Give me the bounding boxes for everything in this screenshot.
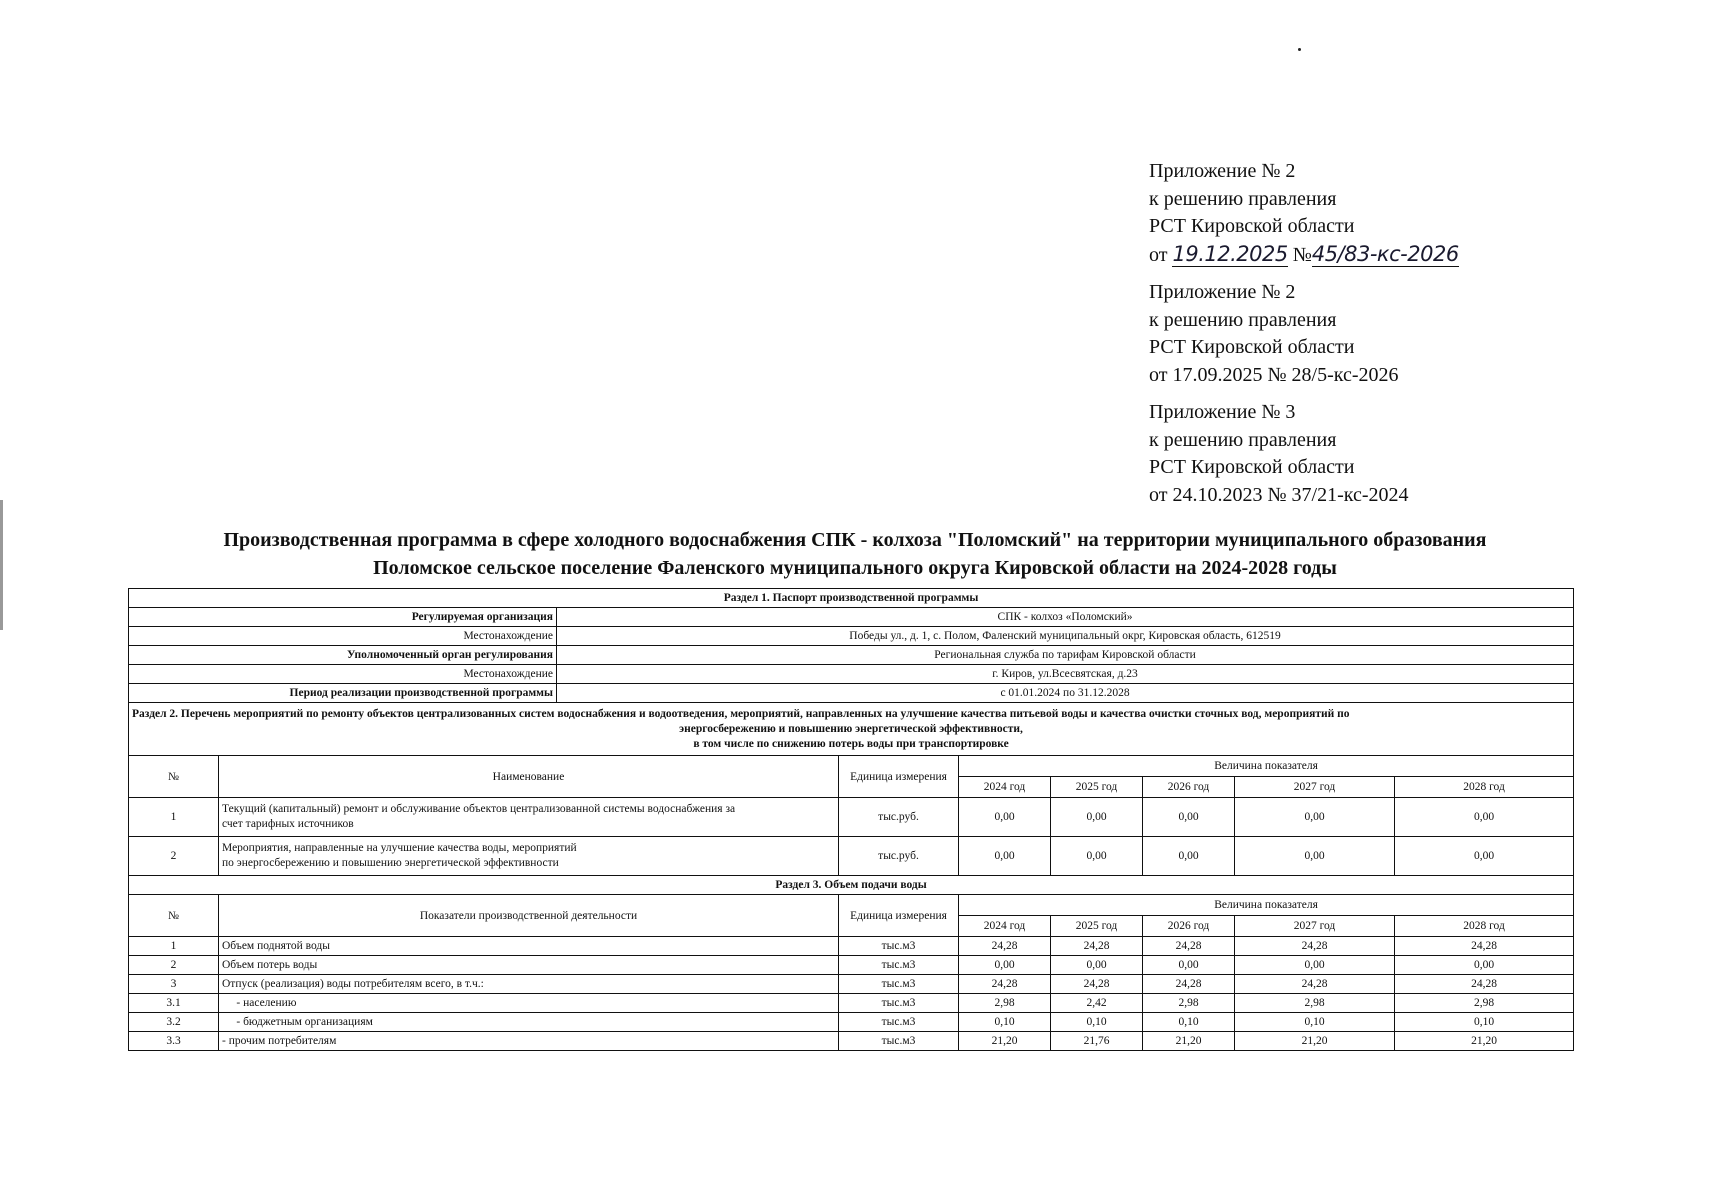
appendix-block xyxy=(1149,158,1669,519)
section2-col-name: Наименование xyxy=(219,756,839,798)
document-title xyxy=(150,526,1560,582)
section2-col-no: № xyxy=(129,756,219,798)
program-table xyxy=(128,588,1574,1051)
section1-label: Местонахождение xyxy=(129,627,557,646)
row-name xyxy=(219,798,839,837)
row-value: 24,28 xyxy=(1395,937,1574,956)
row-value: 24,28 xyxy=(1235,975,1395,994)
appendix-2-line2: к решению правления xyxy=(1149,308,1337,331)
section3-year: 2025 год xyxy=(1051,916,1143,937)
row-no: 3.2 xyxy=(129,1013,219,1032)
row-no: 3 xyxy=(129,975,219,994)
appendix-1-line1: Приложение № 2 xyxy=(1149,160,1296,182)
appendix-1 xyxy=(1149,158,1669,269)
appendix-3-line1: Приложение № 3 xyxy=(1149,401,1296,423)
section2-heading-line1: Раздел 2. Перечень мероприятий по ремонту объектов централизованных систем водоснабжения и водоотведения, мероприятий, направленных на улучшение качества питьевой воды и качества очистки сточных вод, мероприятий по xyxy=(132,707,1350,720)
section1-label: Период реализации производственной программы xyxy=(129,684,557,703)
table-row xyxy=(129,1032,1574,1051)
row-value: 0,00 xyxy=(1143,798,1235,837)
row-value: 0,10 xyxy=(959,1013,1051,1032)
row-value: 24,28 xyxy=(1235,937,1395,956)
row-name: - прочим потребителям xyxy=(219,1032,839,1051)
section2-year: 2028 год xyxy=(1395,777,1574,798)
section1-label: Местонахождение xyxy=(129,665,557,684)
row-value: 0,00 xyxy=(1051,837,1143,876)
row-value: 0,00 xyxy=(1395,956,1574,975)
row-value: 0,00 xyxy=(1395,837,1574,876)
appendix-2 xyxy=(1149,279,1669,389)
row-unit: тыс.м3 xyxy=(839,975,959,994)
appendix-1-handwritten-number: 45/83-кс-2026 xyxy=(1311,241,1459,266)
row-name: - населению xyxy=(219,994,839,1013)
row-value: 0,00 xyxy=(1051,956,1143,975)
appendix-1-line3: РСТ Кировской области xyxy=(1149,215,1355,237)
row-no: 3.1 xyxy=(129,994,219,1013)
row-value: 0,00 xyxy=(1143,956,1235,975)
row-unit: тыс.м3 xyxy=(839,956,959,975)
row-name: - бюджетным организациям xyxy=(219,1013,839,1032)
section2-year: 2024 год xyxy=(959,777,1051,798)
section1-label: Регулируемая организация xyxy=(129,608,557,627)
row-value: 2,98 xyxy=(959,994,1051,1013)
row-value: 24,28 xyxy=(1395,975,1574,994)
section1-row xyxy=(129,684,1574,703)
section3-year: 2024 год xyxy=(959,916,1051,937)
section3-col-unit: Единица измерения xyxy=(839,895,959,937)
row-unit: тыс.м3 xyxy=(839,937,959,956)
scan-edge-mark xyxy=(0,500,3,630)
section1-row xyxy=(129,665,1574,684)
section2-heading-line2: энергосбережению и повышению энергетической эффективности, xyxy=(679,722,1023,735)
appendix-3-line2: к решению правления xyxy=(1149,428,1337,451)
row-value: 24,28 xyxy=(1051,975,1143,994)
section1-value: г. Киров, ул.Всесвятская, д.23 xyxy=(557,665,1574,684)
section1-value: Победы ул., д. 1, с. Полом, Фаленский муниципальный окрг, Кировская область, 612519 xyxy=(557,627,1574,646)
section1-row xyxy=(129,646,1574,665)
row-value: 2,42 xyxy=(1051,994,1143,1013)
section2-heading-line3: в том числе по снижению потерь воды при транспортировке xyxy=(693,737,1009,750)
section1-value: Региональная служба по тарифам Кировской области xyxy=(557,646,1574,665)
row-name-line1: Текущий (капитальный) ремонт и обслуживание объектов централизованной системы водоснабжения за xyxy=(222,803,736,815)
row-value: 0,00 xyxy=(959,837,1051,876)
row-value: 0,10 xyxy=(1051,1013,1143,1032)
appendix-3-line3: РСТ Кировской области xyxy=(1149,456,1355,478)
row-value: 0,00 xyxy=(959,798,1051,837)
appendix-2-line1: Приложение № 2 xyxy=(1149,281,1296,303)
section1-value: СПК - колхоз «Поломский» xyxy=(557,608,1574,627)
row-value: 0,00 xyxy=(1235,798,1395,837)
appendix-1-line4 xyxy=(1149,241,1669,270)
row-value: 0,10 xyxy=(1395,1013,1574,1032)
section2-col-value: Величина показателя xyxy=(959,756,1574,777)
row-name xyxy=(219,837,839,876)
table-row xyxy=(129,837,1574,876)
document-title-line2: Поломское сельское поселение Фаленского муниципального округа Кировской области на 2024-2028 годы xyxy=(373,557,1337,579)
row-no: 1 xyxy=(129,798,219,837)
row-value: 0,10 xyxy=(1143,1013,1235,1032)
section1-row xyxy=(129,627,1574,646)
table-row xyxy=(129,956,1574,975)
row-value: 2,98 xyxy=(1235,994,1395,1013)
row-value: 24,28 xyxy=(1143,975,1235,994)
appendix-2-line3: РСТ Кировской области xyxy=(1149,336,1355,358)
appendix-1-prefix: от xyxy=(1149,243,1168,266)
row-value: 0,00 xyxy=(1051,798,1143,837)
row-value: 0,00 xyxy=(1395,798,1574,837)
row-name-line2: по энергосбережению и повышению энергетической эффективности xyxy=(222,857,559,869)
row-value: 21,20 xyxy=(1235,1032,1395,1051)
document-title-line1: Производственная программа в сфере холодного водоснабжения СПК - колхоза "Поломский" на территории муниципального образования xyxy=(223,529,1487,551)
row-value: 21,20 xyxy=(959,1032,1051,1051)
appendix-3-line4: от 24.10.2023 № 37/21-кс-2024 xyxy=(1149,483,1409,506)
row-unit: тыс.м3 xyxy=(839,1013,959,1032)
section3-heading: Раздел 3. Объем подачи воды xyxy=(129,876,1574,895)
row-no: 3.3 xyxy=(129,1032,219,1051)
row-name-line1: Мероприятия, направленные на улучшение качества воды, мероприятий xyxy=(222,842,577,854)
row-value: 24,28 xyxy=(959,975,1051,994)
row-value: 0,00 xyxy=(1235,956,1395,975)
row-unit: тыс.м3 xyxy=(839,994,959,1013)
row-value: 0,00 xyxy=(1143,837,1235,876)
row-value: 21,20 xyxy=(1395,1032,1574,1051)
row-name: Объем поднятой воды xyxy=(219,937,839,956)
section2-heading xyxy=(129,703,1574,756)
section1-value: с 01.01.2024 по 31.12.2028 xyxy=(557,684,1574,703)
appendix-2-line4: от 17.09.2025 № 28/5-кс-2026 xyxy=(1149,363,1399,386)
table-row xyxy=(129,798,1574,837)
row-unit: тыс.руб. xyxy=(839,837,959,876)
table-row xyxy=(129,994,1574,1013)
row-unit: тыс.руб. xyxy=(839,798,959,837)
row-value: 21,20 xyxy=(1143,1032,1235,1051)
row-no: 2 xyxy=(129,837,219,876)
row-value: 24,28 xyxy=(959,937,1051,956)
section2-year: 2026 год xyxy=(1143,777,1235,798)
section3-year: 2026 год xyxy=(1143,916,1235,937)
row-value: 0,10 xyxy=(1235,1013,1395,1032)
section3-year: 2027 год xyxy=(1235,916,1395,937)
row-name-line2: счет тарифных источников xyxy=(222,818,354,830)
row-value: 21,76 xyxy=(1051,1032,1143,1051)
table-row xyxy=(129,937,1574,956)
row-value: 0,00 xyxy=(959,956,1051,975)
row-value: 2,98 xyxy=(1395,994,1574,1013)
section2-col-unit: Единица измерения xyxy=(839,756,959,798)
row-name: Отпуск (реализация) воды потребителям всего, в т.ч.: xyxy=(219,975,839,994)
row-no: 2 xyxy=(129,956,219,975)
row-value: 2,98 xyxy=(1143,994,1235,1013)
row-no: 1 xyxy=(129,937,219,956)
section2-year: 2027 год xyxy=(1235,777,1395,798)
table-row xyxy=(129,975,1574,994)
section1-label: Уполномоченный орган регулирования xyxy=(129,646,557,665)
appendix-1-line2: к решению правления xyxy=(1149,187,1337,210)
row-unit: тыс.м3 xyxy=(839,1032,959,1051)
appendix-1-num-prefix: № xyxy=(1292,243,1312,266)
section1-row xyxy=(129,608,1574,627)
section3-col-value: Величина показателя xyxy=(959,895,1574,916)
appendix-1-handwritten-date: 19.12.2025 xyxy=(1172,241,1288,266)
row-value: 24,28 xyxy=(1143,937,1235,956)
appendix-3 xyxy=(1149,399,1669,509)
section3-col-name: Показатели производственной деятельности xyxy=(219,895,839,937)
row-value: 0,00 xyxy=(1235,837,1395,876)
row-name: Объем потерь воды xyxy=(219,956,839,975)
section2-year: 2025 год xyxy=(1051,777,1143,798)
scan-dot xyxy=(1298,48,1301,51)
section3-year: 2028 год xyxy=(1395,916,1574,937)
section3-col-no: № xyxy=(129,895,219,937)
table-row xyxy=(129,1013,1574,1032)
row-value: 24,28 xyxy=(1051,937,1143,956)
section1-heading: Раздел 1. Паспорт производственной программы xyxy=(129,589,1574,608)
